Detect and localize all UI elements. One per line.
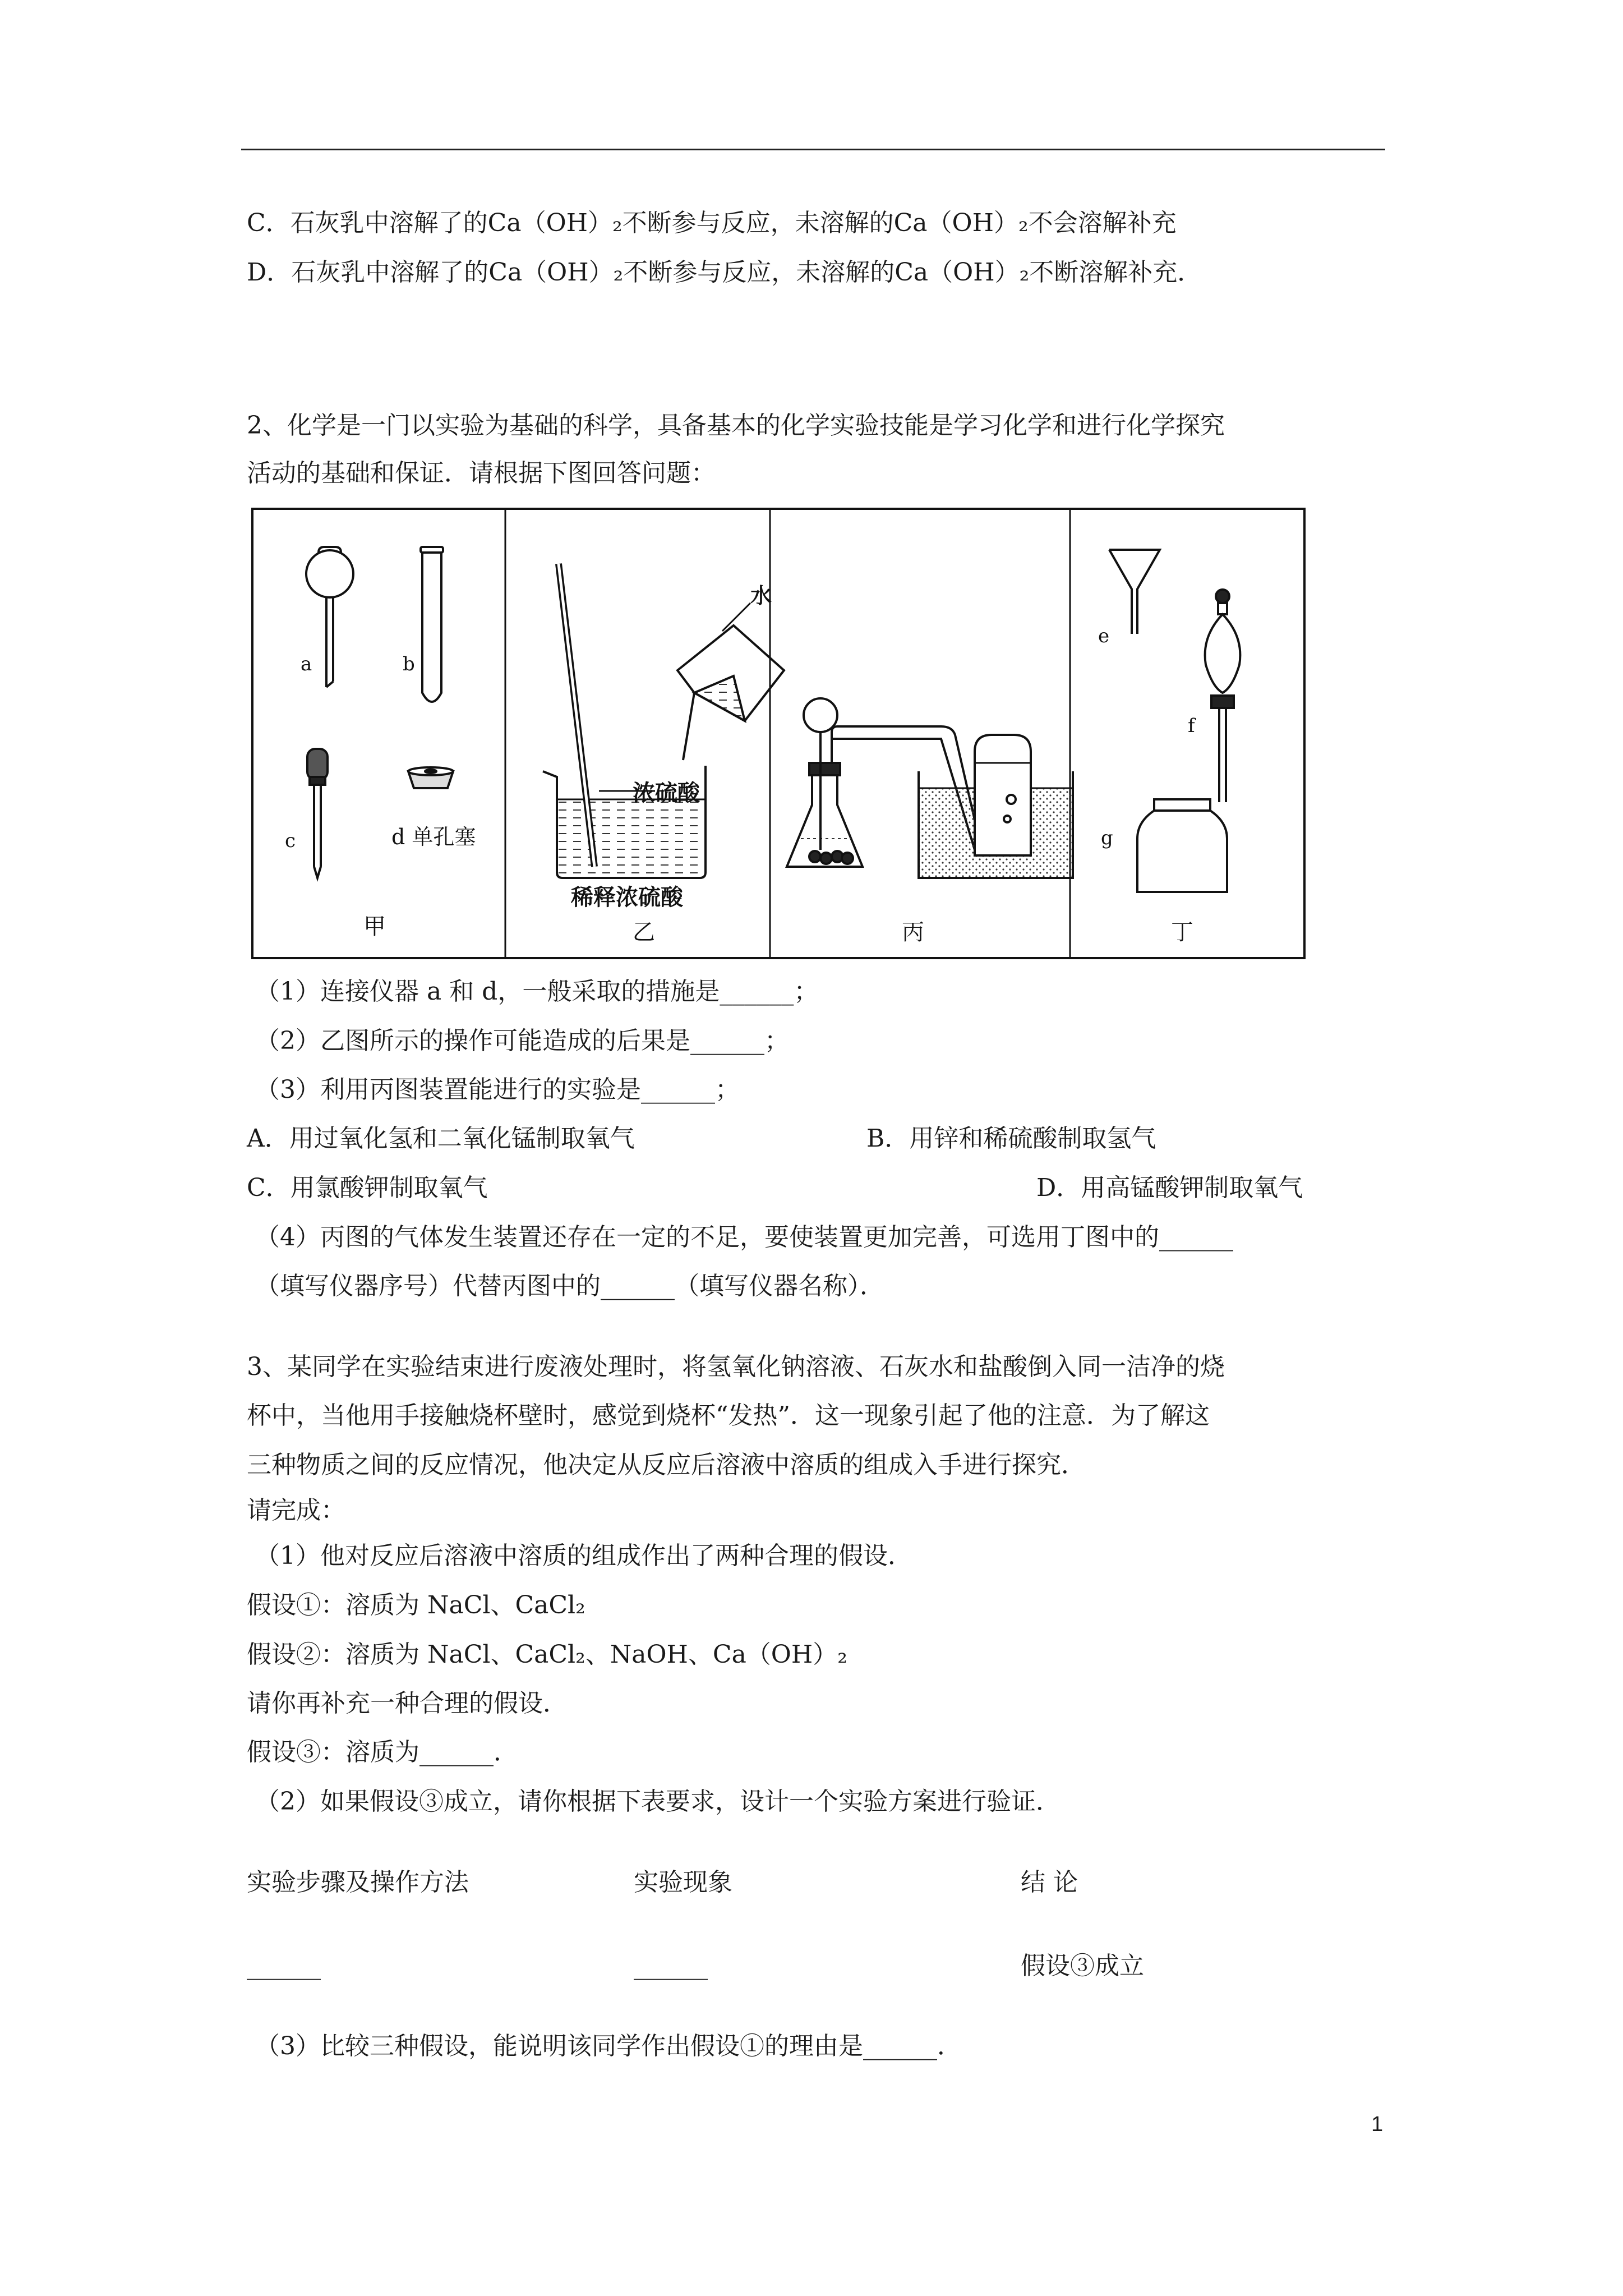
header-rule — [241, 149, 1385, 150]
table-header-conclusion: 结 论 — [1021, 1868, 1078, 1897]
figure-frame — [252, 509, 1304, 958]
label-g: g — [1101, 827, 1113, 849]
label-b: b — [403, 653, 415, 675]
q2-sub1: （1）连接仪器 a 和 d，一般采取的措施是______； — [255, 977, 819, 1006]
label-water: 水 — [750, 583, 772, 608]
q1-option-d: D．石灰乳中溶解了的Ca（OH）₂不断参与反应，未溶解的Ca（OH）₂不断溶解补充． — [247, 258, 1202, 287]
label-d: d 单孔塞 — [391, 825, 476, 849]
label-a: a — [301, 653, 312, 675]
test-tube-icon — [421, 547, 443, 702]
dropper-icon — [307, 749, 328, 878]
panel-label-ding: 丁 — [1171, 919, 1193, 945]
panel-label-yi: 乙 — [633, 919, 655, 945]
q2-option-d: D．用高锰酸钾制取氧气 — [1036, 1174, 1303, 1202]
label-dilute: 稀释浓硫酸 — [571, 884, 683, 910]
label-conc-acid: 浓硫酸 — [633, 780, 700, 806]
gas-collecting-bottle-icon — [975, 735, 1031, 855]
q3-stem-line2: 杯中，当他用手接触烧杯壁时，感觉到烧杯“发热”．这一现象引起了他的注意．为了解这 — [247, 1401, 1210, 1430]
page-number: 1 — [1371, 2113, 1384, 2136]
q2-option-b: B．用锌和稀硫酸制取氢气 — [866, 1124, 1156, 1153]
table-cell-steps: ______ — [247, 1952, 321, 1980]
long-neck-funnel-icon — [306, 547, 353, 687]
wide-mouth-bottle-icon — [1137, 799, 1227, 892]
q3-please-complete: 请完成： — [247, 1496, 345, 1525]
table-cell-phenomenon: ______ — [634, 1952, 708, 1980]
q2-sub4-line1: （4）丙图的气体发生装置还存在一定的不足，要使装置更加完善，可选用丁图中的______ — [255, 1223, 1233, 1251]
panel-label-bing: 丙 — [902, 919, 924, 945]
q3-hypothesis-2: 假设②：溶质为 NaCl、CaCl₂、NaOH、Ca（OH）₂ — [247, 1640, 847, 1669]
q2-option-c: C．用氯酸钾制取氧气 — [247, 1174, 488, 1202]
q3-hypothesis-1: 假设①：溶质为 NaCl、CaCl₂ — [247, 1591, 585, 1619]
table-header-phenomenon: 实验现象 — [634, 1868, 732, 1897]
q2-stem-line1: 2、化学是一门以实验为基础的科学，具备基本的化学实验技能是学习化学和进行化学探究 — [247, 411, 1225, 440]
table-header-steps: 实验步骤及操作方法 — [247, 1868, 469, 1897]
q2-sub3: （3）利用丙图装置能进行的实验是______； — [255, 1075, 740, 1104]
pouring-beaker-icon — [677, 625, 784, 760]
q3-stem-line3: 三种物质之间的反应情况，他决定从反应后溶液中溶质的组成入手进行探究． — [247, 1451, 1086, 1479]
label-e: e — [1098, 625, 1110, 647]
q1-option-c: C．石灰乳中溶解了的Ca（OH）₂不断参与反应，未溶解的Ca（OH）₂不会溶解补充 — [247, 209, 1177, 237]
q2-sub2: （2）乙图所示的操作可能造成的后果是______； — [255, 1027, 789, 1055]
q2-option-a: A．用过氧化氢和二氧化锰制取氧气 — [247, 1124, 635, 1153]
label-f: f — [1188, 715, 1195, 737]
funnel-icon — [1109, 550, 1160, 634]
apparatus-figure — [251, 508, 1306, 959]
table-cell-conclusion: 假设③成立 — [1021, 1952, 1144, 1980]
q3-stem-line1: 3、某同学在实验结束进行废液处理时，将氢氧化钠溶液、石灰水和盐酸倒入同一洁净的烧 — [247, 1352, 1225, 1381]
q3-please-add: 请你再补充一种合理的假设． — [247, 1689, 568, 1718]
rubber-stopper-icon — [408, 767, 453, 788]
q3-sub1: （1）他对反应后溶液中溶质的组成作出了两种合理的假设． — [255, 1542, 912, 1570]
q2-stem-line2: 活动的基础和保证．请根据下图回答问题： — [247, 459, 716, 487]
panel-label-jia: 甲 — [363, 914, 386, 940]
q3-sub3: （3）比较三种假设，能说明该同学作出假设①的理由是______． — [255, 2032, 962, 2060]
q3-sub2: （2）如果假设③成立，请你根据下表要求，设计一个实验方案进行验证． — [255, 1787, 1061, 1816]
q2-sub4-line2: （填写仪器序号）代替丙图中的______（填写仪器名称）． — [255, 1272, 884, 1300]
q3-hypothesis-3: 假设③：溶质为______． — [247, 1738, 518, 1766]
label-c: c — [285, 830, 296, 852]
separatory-funnel-icon — [1205, 590, 1241, 802]
erlenmeyer-flask-icon — [787, 698, 863, 867]
